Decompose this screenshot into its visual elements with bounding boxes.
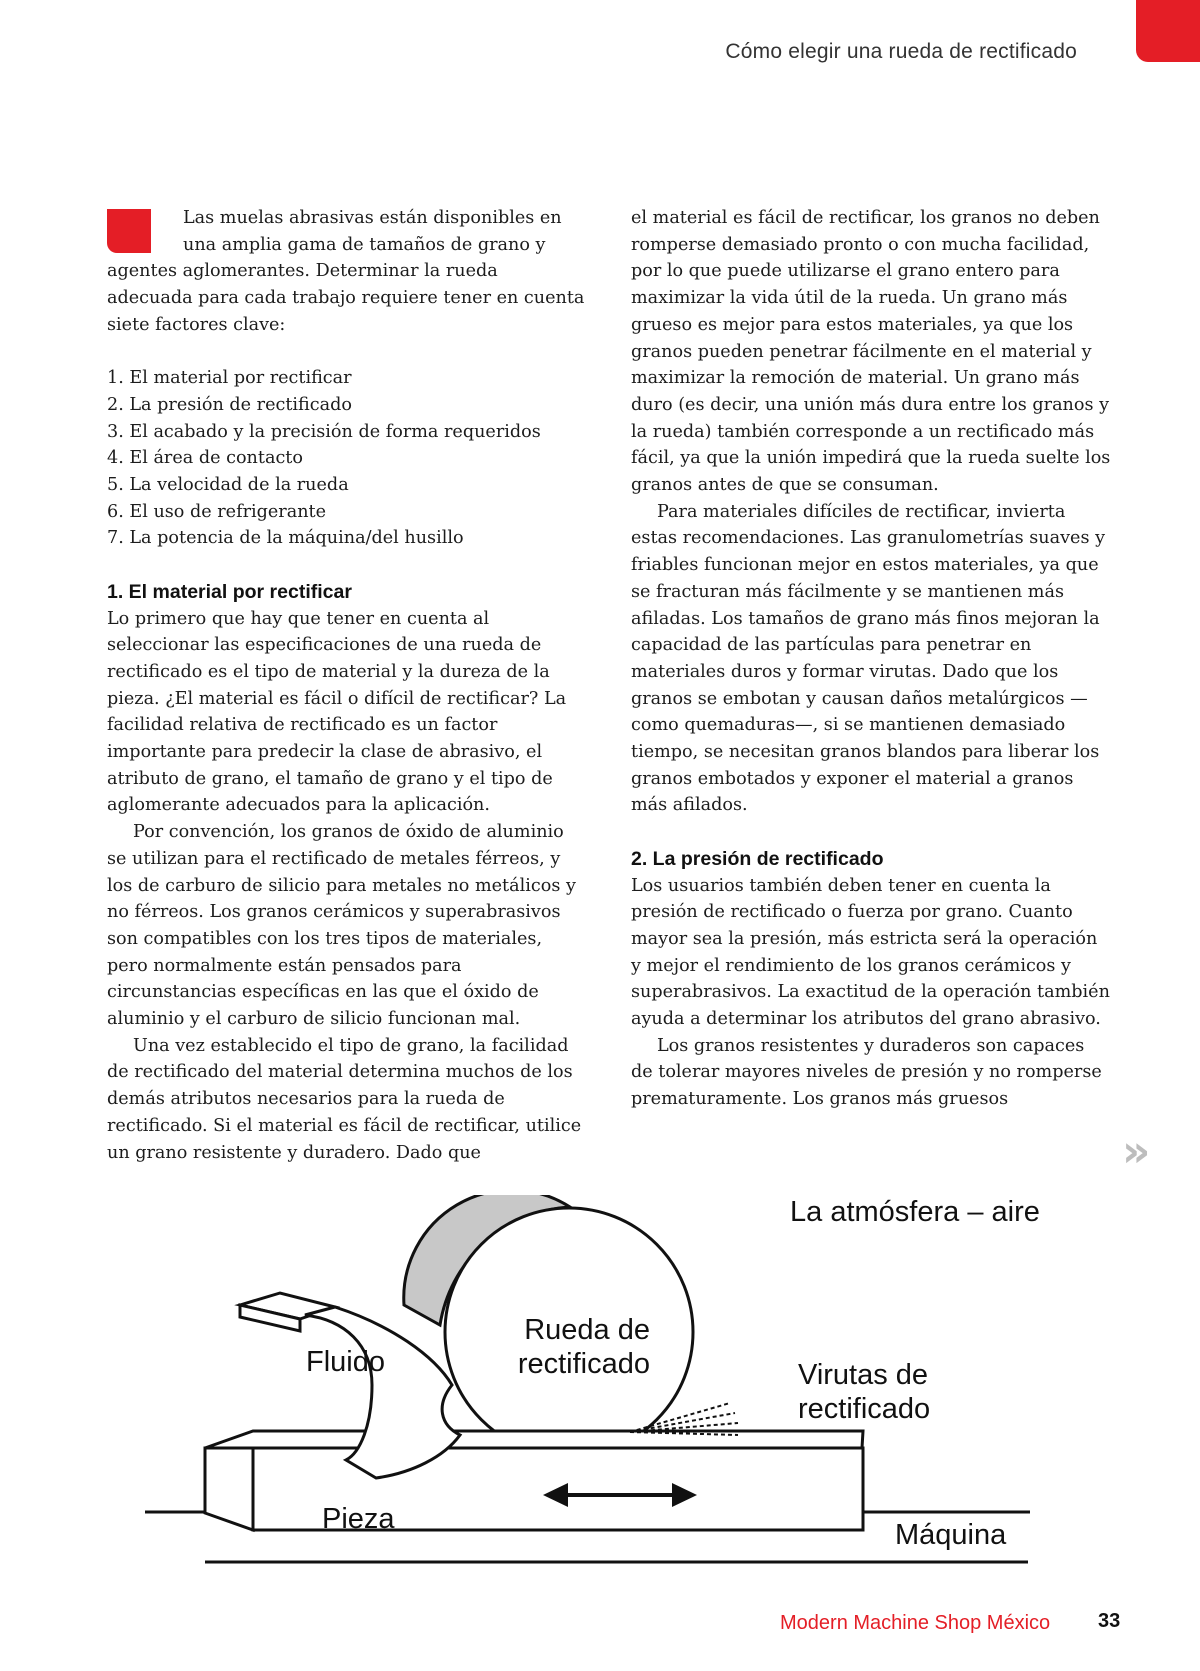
footer-brand: Modern Machine Shop México	[780, 1612, 1051, 1634]
list-item: 1. El material por rectificar	[107, 368, 352, 389]
red-square-marker	[107, 209, 151, 253]
label-piece: Pieza	[322, 1503, 395, 1535]
workpiece-top	[205, 1431, 863, 1448]
continue-chevron-icon: »	[1122, 1126, 1151, 1177]
intro-paragraph	[107, 205, 587, 339]
section1-paragraph2: Por convención, los granos de óxido de aluminio se utilizan para el rectificado de metales férreos, y los de carburo de silicio para metales no metálicos y no férreos. Los granos cerámicos y superabrasivos son compatibles con los tres tipos de materiales, pero normalmente están pensados para circunstancias específicas en las que el óxido de aluminio y el carburo de silicio funcionan mal.	[107, 822, 576, 1030]
right-paragraph2: Para materiales difíciles de rectificar, invierta estas recomendaciones. Las granulometrías suaves y friables funcionan mejor en estos materiales, ya que se fracturan más fácilmente y se mantienen más afiladas. Los tamaños de grano más finos mejoran la capacidad de las partículas para penetrar en materiales duros y formar virutas. Dado que los granos se embotan y causan daños metalúrgicos —como quemaduras—, si se mantienen demasiado tiempo, se necesitan granos blandos para liberar los granos embotados y exponer el material a granos más afilados.	[631, 501, 1106, 816]
intro-line1: Las muelas abrasivas están disponibles en	[183, 208, 562, 228]
list-item: 4. El área de contacto	[107, 448, 303, 469]
section2-paragraph1: Los usuarios también deben tener en cuenta la presión de rectificado o fuerza por grano. Cuanto mayor sea la presión, más estricta será la operación y mejor el rendimiento de los granos cerámicos y superabrasivos. La exactitud de la operación también ayuda a determinar los atributos del grano abrasivo.	[631, 875, 1110, 1030]
label-chips-line2: rectificado	[798, 1393, 931, 1425]
grinding-diagram	[140, 1195, 1040, 1575]
label-fluid: Fluido	[306, 1346, 385, 1378]
label-wheel-line1: Rueda de	[524, 1314, 650, 1346]
left-column	[107, 205, 587, 1166]
right-paragraph1: el material es fácil de rectificar, los granos no deben romperse demasiado pronto o con mucha facilidad, por lo que puede utilizarse el grano entero para maximizar la vida útil de la rueda. Un grano más grueso es mejor para estos materiales, ya que los granos pueden penetrar fácilmente en el material y maximizar la remoción de material. Un grano más duro (es decir, una unión más dura entre los granos y la rueda) también corresponde a un rectificado más fácil, ya que la unión impedirá que la rueda suelte los granos antes de que se consuman.	[631, 208, 1111, 496]
page-number: 33	[1098, 1610, 1121, 1632]
right-column	[631, 205, 1111, 1113]
list-item: 3. El acabado y la precisión de forma requeridos	[107, 421, 541, 442]
label-wheel-line2: rectificado	[517, 1348, 650, 1380]
list-item: 7. La potencia de la máquina/del husillo	[107, 528, 464, 549]
label-machine: Máquina	[895, 1519, 1007, 1551]
workpiece-end	[205, 1448, 253, 1530]
intro-line2: una amplia gama de tamaños de grano y agentes aglomerantes. Determinar la rueda adecuada para cada trabajo requiere tener en cuenta siete factores clave:	[107, 234, 585, 335]
running-head: Cómo elegir una rueda de rectificado	[725, 40, 1077, 63]
section2-heading: 2. La presión de rectificado	[631, 847, 884, 870]
list-item: 6. El uso de refrigerante	[107, 501, 327, 522]
section1-paragraph3: Una vez establecido el tipo de grano, la facilidad de rectificado del material determina muchos de los demás atributos necesarios para la rueda de rectificado. Si el material es fácil de rectificar, utilice un grano resistente y duradero. Dado que	[107, 1035, 582, 1163]
list-item: 5. La velocidad de la rueda	[107, 475, 349, 496]
section2-paragraph2: Los granos resistentes y duraderos son capaces de tolerar mayores niveles de presión y no romperse prematuramente. Los granos más gruesos	[631, 1035, 1102, 1110]
factors-list	[107, 365, 587, 552]
section1-paragraph1: Lo primero que hay que tener en cuenta al seleccionar las especificaciones de una rueda de rectificado es el tipo de material y la dureza de la pieza. ¿El material es fácil o difícil de rectificar? La facilidad relativa de rectificado es un factor importante para predecir la clase de abrasivo, el atributo de grano, el tamaño de grano y el tipo de aglomerante adecuados para la aplicación.	[107, 608, 567, 816]
list-item: 2. La presión de rectificado	[107, 394, 352, 415]
page-corner-tab	[1136, 0, 1200, 62]
label-atmosphere: La atmósfera – aire	[790, 1196, 1040, 1228]
label-chips-line1: Virutas de	[798, 1359, 929, 1391]
section1-heading: 1. El material por rectificar	[107, 580, 352, 603]
